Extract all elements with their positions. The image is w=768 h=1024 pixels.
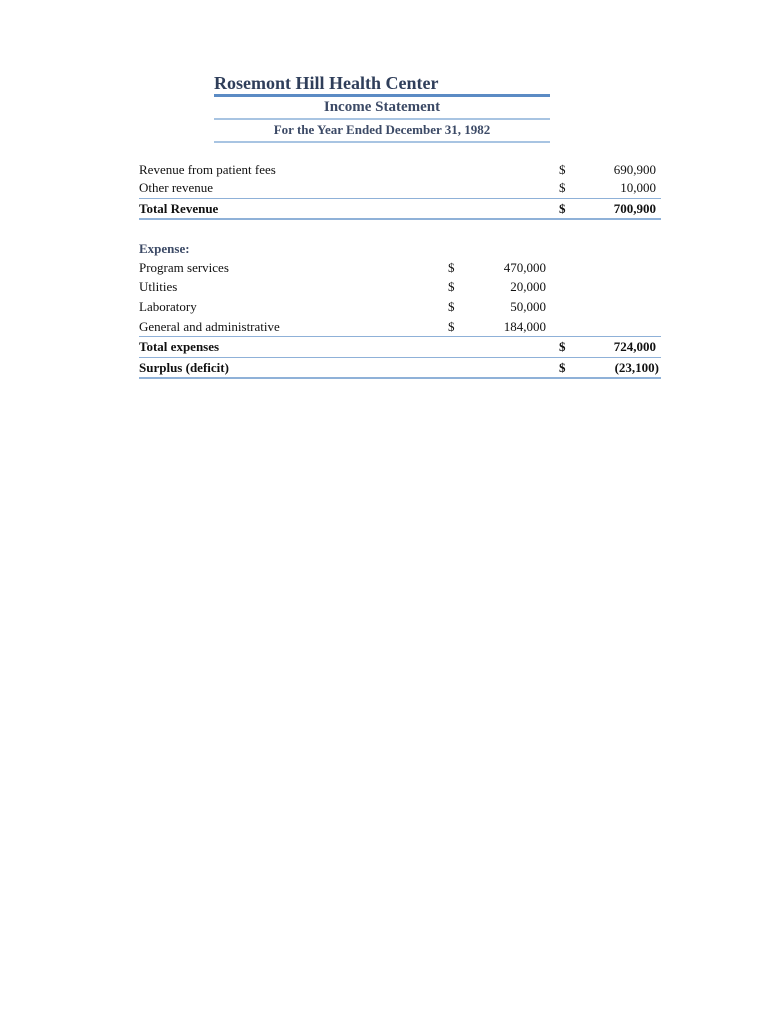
total-expenses-row [139, 337, 661, 357]
currency-symbol: $ [559, 201, 566, 216]
currency-symbol: $ [448, 299, 455, 314]
row-value: 724,000 [613, 339, 656, 354]
total-revenue-row [139, 199, 661, 219]
row-value: 50,000 [510, 299, 546, 314]
section-heading: Expense: [139, 241, 190, 256]
header-rule-thick [214, 94, 550, 97]
row-value: 184,000 [503, 319, 546, 334]
expense-row [139, 297, 661, 317]
total-rule [139, 377, 661, 379]
row-label: Other revenue [139, 180, 213, 195]
row-value: (23,100) [614, 360, 659, 375]
surplus-row [139, 358, 661, 378]
currency-symbol: $ [559, 360, 566, 375]
row-label: Utlities [139, 279, 178, 294]
currency-symbol: $ [448, 279, 455, 294]
row-label: General and administrative [139, 319, 280, 334]
company-name: Rosemont Hill Health Center [214, 73, 439, 93]
revenue-row-patient-fees [139, 160, 661, 180]
row-value: 700,900 [613, 201, 656, 216]
currency-symbol: $ [559, 162, 566, 177]
statement-period: For the Year Ended December 31, 1982 [273, 122, 491, 137]
row-value: 690,900 [613, 162, 656, 177]
expense-row [139, 277, 661, 297]
row-label: Program services [139, 260, 229, 275]
header-rule [214, 141, 550, 143]
currency-symbol: $ [559, 180, 566, 195]
row-label: Surplus (deficit) [139, 360, 229, 375]
total-rule [139, 218, 661, 220]
expense-section-label [139, 239, 661, 259]
row-label: Total expenses [139, 339, 220, 354]
currency-symbol: $ [448, 260, 455, 275]
expense-row [139, 258, 661, 278]
currency-symbol: $ [448, 319, 455, 334]
header-rule [214, 118, 550, 120]
row-value: 10,000 [620, 180, 656, 195]
revenue-row-other [139, 178, 661, 198]
row-label: Laboratory [139, 299, 197, 314]
row-label: Total Revenue [139, 201, 219, 216]
row-label: Revenue from patient fees [139, 162, 276, 177]
statement-title: Income Statement [323, 99, 441, 115]
row-value: 20,000 [510, 279, 546, 294]
expense-row [139, 317, 661, 337]
row-value: 470,000 [503, 260, 546, 275]
currency-symbol: $ [559, 339, 566, 354]
